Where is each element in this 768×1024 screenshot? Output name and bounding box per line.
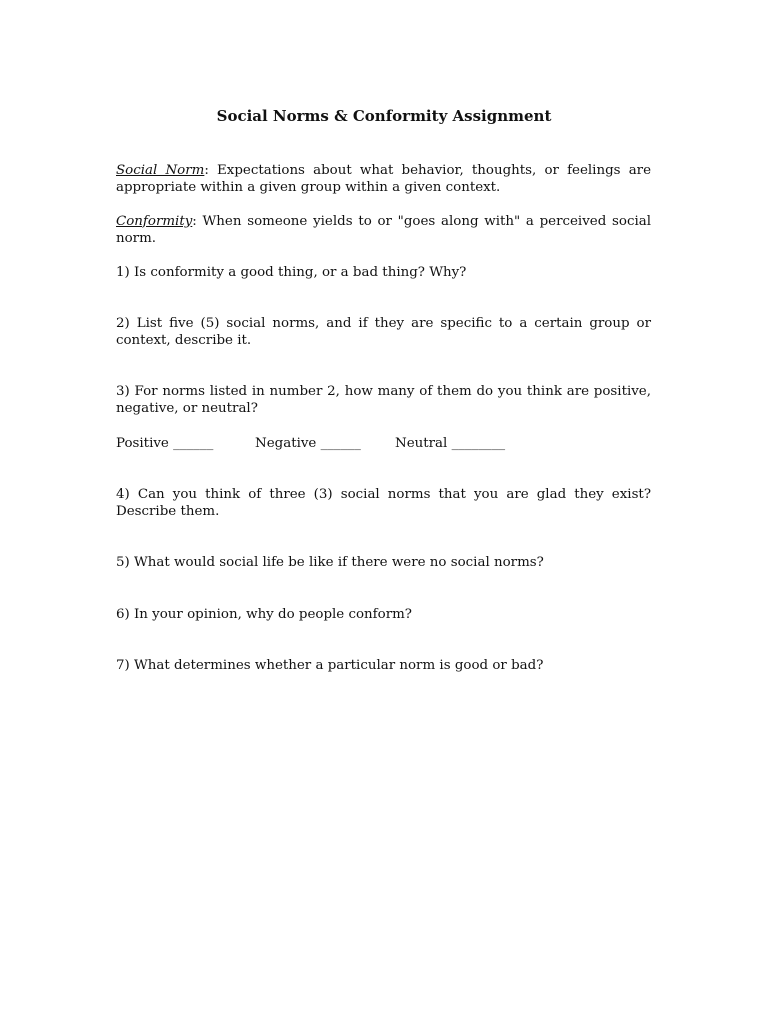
question-7: 7) What determines whether a particular norm is good or bad? [116, 658, 544, 673]
question-5: 5) What would social life be like if there were no social norms? [116, 555, 544, 570]
question-2: 2) List five (5) social norms, and if they are specific to a certain group or context, describe it. [116, 316, 651, 348]
definition-text: : Expectations about what behavior, thoughts, or feelings are appropriate within a given group within a given context. [116, 163, 651, 195]
tally-positive: Positive ______ [116, 436, 214, 451]
definition-conformity [116, 213, 651, 247]
question-6: 6) In your opinion, why do people conform? [116, 607, 412, 622]
tally-row [116, 435, 651, 453]
definition-text: : When someone yields to or "goes along with" a perceived social norm. [116, 214, 651, 246]
question-4: 4) Can you think of three (3) social norms that you are glad they exist? Describe them. [116, 487, 651, 519]
page-title: Social Norms & Conformity Assignment [216, 107, 552, 125]
definition-social-norm [116, 162, 651, 196]
question-1: 1) Is conformity a good thing, or a bad thing? Why? [116, 265, 467, 280]
definition-term: Social Norm [116, 163, 205, 178]
tally-neutral: Neutral ________ [395, 436, 506, 451]
definition-term: Conformity [116, 214, 193, 229]
question-3: 3) For norms listed in number 2, how many of them do you think are positive, negative, or neutral? [116, 384, 651, 416]
tally-negative: Negative ______ [255, 436, 361, 451]
